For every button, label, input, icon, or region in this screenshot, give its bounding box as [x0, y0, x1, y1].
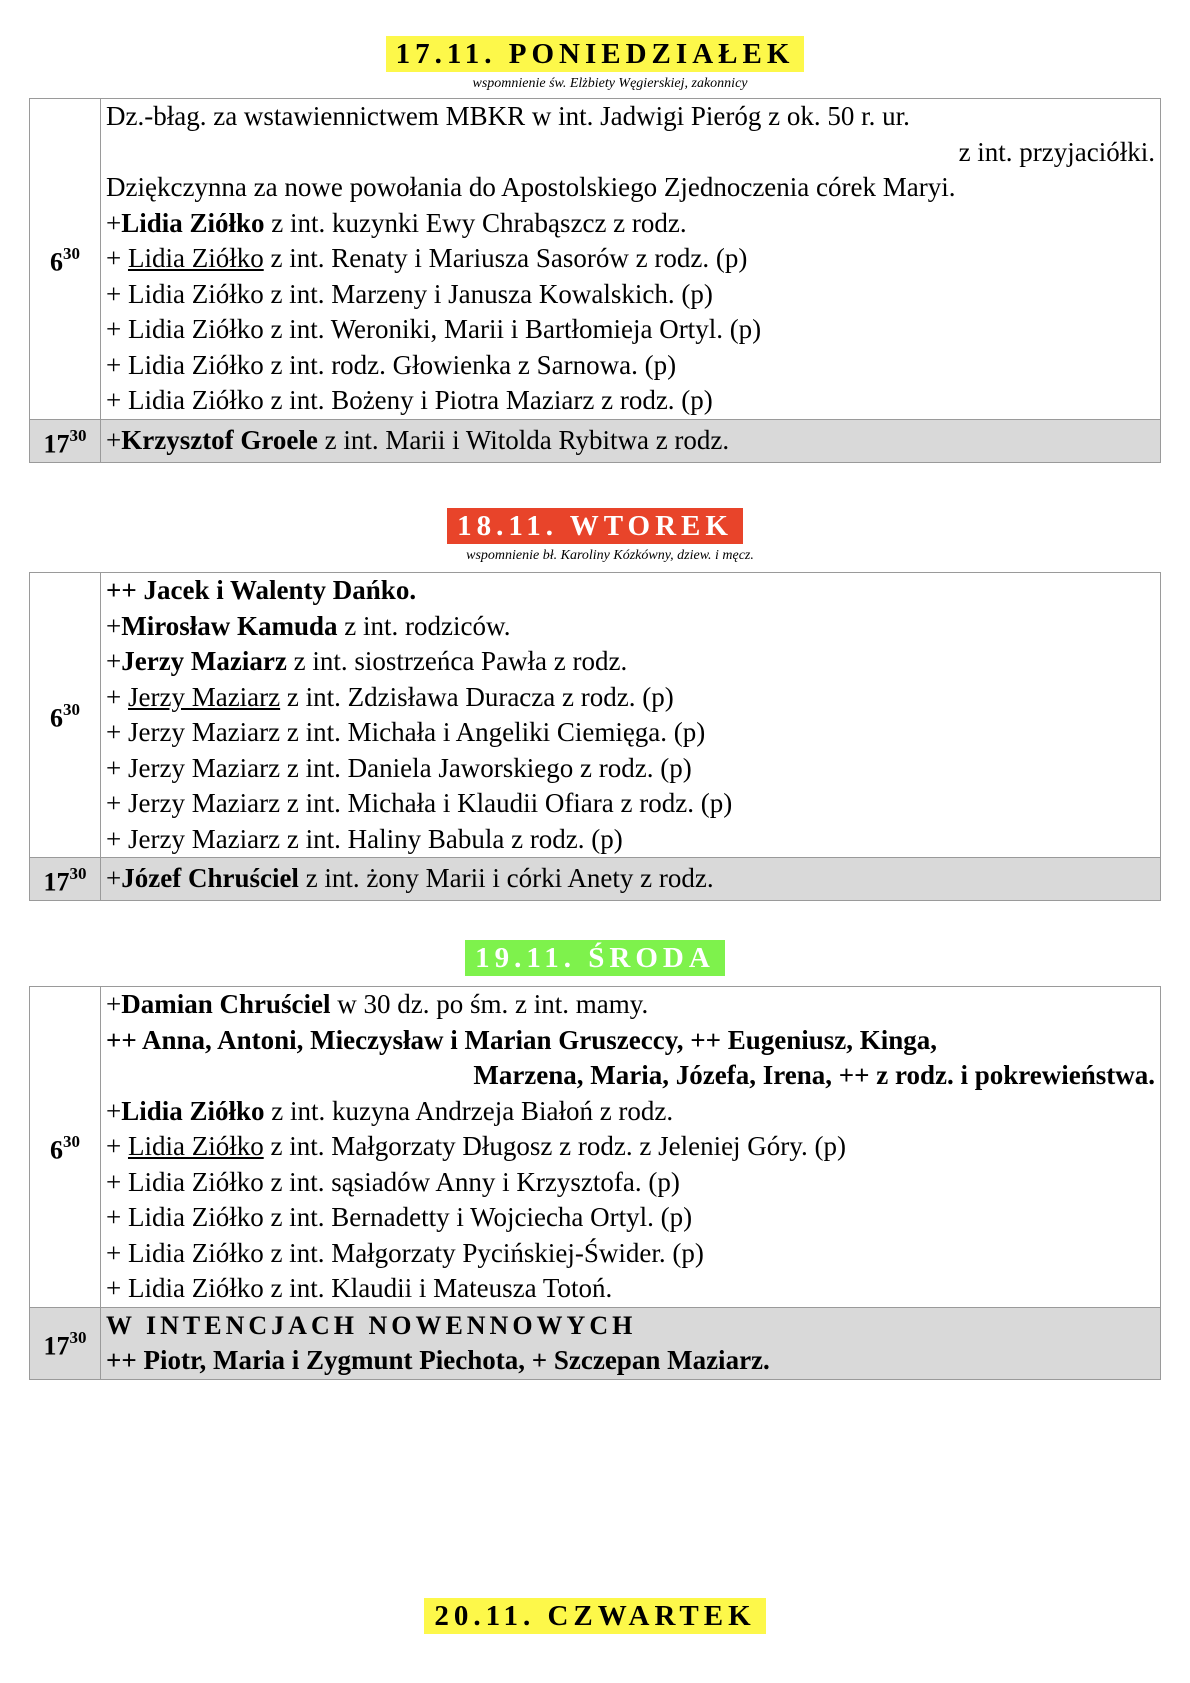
- morning-row: [30, 99, 1161, 420]
- mass-time: $6^{30}$: [30, 573, 101, 858]
- intentions: [101, 419, 1161, 462]
- morning-row: [30, 573, 1161, 858]
- intention-line: ++ Piotr, Maria i Zygmunt Piechota, + Szczepan Maziarz.: [106, 1345, 770, 1375]
- schedule-table-wednesday: [29, 986, 1161, 1380]
- day-subtitle: wspomnienie św. Elżbiety Węgierskiej, zakonnicy: [472, 76, 748, 91]
- day-heading: 19.11. ŚRODA: [0, 940, 1190, 976]
- intention-line: + Lidia Ziółko z int. Renaty i Mariusza Sasorów z rodz. (p): [106, 243, 748, 273]
- intention-line: +Damian Chruściel w 30 dz. po śm. z int. mamy.: [106, 989, 649, 1019]
- mass-time: $6^{30}$: [30, 987, 101, 1308]
- intention-line: + Lidia Ziółko z int. Marzeny i Janusza Kowalskich. (p): [106, 278, 713, 309]
- intention-line: ++ Jacek i Walenty Dańko.: [106, 575, 417, 605]
- intention-line: ++ Anna, Antoni, Mieczysław i Marian Gruszeccy, ++ Eugeniusz, Kinga,: [106, 1024, 938, 1055]
- intention-line: Dz.-błag. za wstawiennictwem MBKR w int. Jadwigi Pieróg z ok. 50 r. ur.: [106, 101, 910, 131]
- day-heading: 17.11. PONIEDZIAŁEK: [0, 36, 1190, 72]
- intentions: [101, 1307, 1161, 1379]
- intention-line: +Krzysztof Groele z int. Marii i Witolda Rybitwa z rodz.: [106, 424, 730, 455]
- intentions: [101, 99, 1161, 420]
- intention-line: + Lidia Ziółko z int. Bernadetty i Wojciecha Ortyl. (p): [106, 1202, 693, 1232]
- mass-time: $17^{30}$: [30, 858, 101, 901]
- intention-line: Dziękczynna za nowe powołania do Apostolskiego Zjednoczenia córek Maryi.: [106, 172, 956, 202]
- mass-time: $17^{30}$: [30, 1307, 101, 1379]
- day-heading: 20.11. CZWARTEK: [0, 1598, 1190, 1634]
- intention-line: + Jerzy Maziarz z int. Michała i Klaudii Ofiara z rodz. (p): [106, 788, 733, 818]
- intention-line: + Lidia Ziółko z int. Klaudii i Mateusza Totoń.: [106, 1273, 613, 1303]
- evening-row: [30, 858, 1161, 901]
- intention-line: +Lidia Ziółko z int. kuzynki Ewy Chrabąszcz z rodz.: [106, 207, 687, 238]
- day-monday: [0, 36, 1190, 92]
- schedule-table-monday: [29, 98, 1161, 463]
- intention-line: + Lidia Ziółko z int. Małgorzaty Długosz z rodz. z Jeleniej Góry. (p): [106, 1131, 847, 1161]
- intention-line: + Lidia Ziółko z int. Małgorzaty Pycińskiej-Świder. (p): [106, 1237, 704, 1268]
- evening-row: [30, 419, 1161, 462]
- mass-time: $17^{30}$: [30, 419, 101, 462]
- intentions: [101, 858, 1161, 901]
- day-heading: 18.11. WTOREK: [0, 508, 1190, 544]
- intention-line: W INTENCJACH NOWENNOWYCH: [106, 1310, 637, 1340]
- intention-line: + Lidia Ziółko z int. rodz. Głowienka z Sarnowa. (p): [106, 349, 677, 380]
- intention-line: + Jerzy Maziarz z int. Zdzisława Duracza z rodz. (p): [106, 681, 674, 712]
- intention-line: z int. przyjaciółki.: [958, 136, 1155, 167]
- intentions: [101, 987, 1161, 1308]
- evening-row: [30, 1307, 1161, 1379]
- intention-line: + Lidia Ziółko z int. sąsiadów Anny i Krzysztofa. (p): [106, 1166, 680, 1197]
- mass-time: $6^{30}$: [30, 99, 101, 420]
- day-wednesday: [0, 940, 1190, 976]
- intention-line: + Jerzy Maziarz z int. Haliny Babula z rodz. (p): [106, 823, 623, 854]
- morning-row: [30, 987, 1161, 1308]
- intention-line: +Mirosław Kamuda z int. rodziców.: [106, 610, 511, 641]
- day-subtitle: wspomnienie bł. Karoliny Kózkówny, dziew. i męcz.: [466, 548, 754, 563]
- intention-line: + Lidia Ziółko z int. Weroniki, Marii i Bartłomieja Ortyl. (p): [106, 314, 762, 344]
- intention-line: + Jerzy Maziarz z int. Daniela Jaworskiego z rodz. (p): [106, 752, 692, 783]
- intention-line: + Lidia Ziółko z int. Bożeny i Piotra Maziarz z rodz. (p): [106, 385, 713, 415]
- intention-line: +Józef Chruściel z int. żony Marii i córki Anety z rodz.: [106, 863, 714, 894]
- schedule-table-tuesday: [29, 572, 1161, 901]
- day-thursday: [0, 1598, 1190, 1634]
- day-tuesday: [0, 508, 1190, 564]
- intention-line: Marzena, Maria, Józefa, Irena, ++ z rodz. i pokrewieństwa.: [473, 1060, 1155, 1090]
- intention-line: +Jerzy Maziarz z int. siostrzeńca Pawła z rodz.: [106, 646, 628, 676]
- intentions: [101, 573, 1161, 858]
- intention-line: +Lidia Ziółko z int. kuzyna Andrzeja Białoń z rodz.: [106, 1095, 674, 1126]
- intention-line: + Jerzy Maziarz z int. Michała i Angeliki Ciemięga. (p): [106, 717, 706, 747]
